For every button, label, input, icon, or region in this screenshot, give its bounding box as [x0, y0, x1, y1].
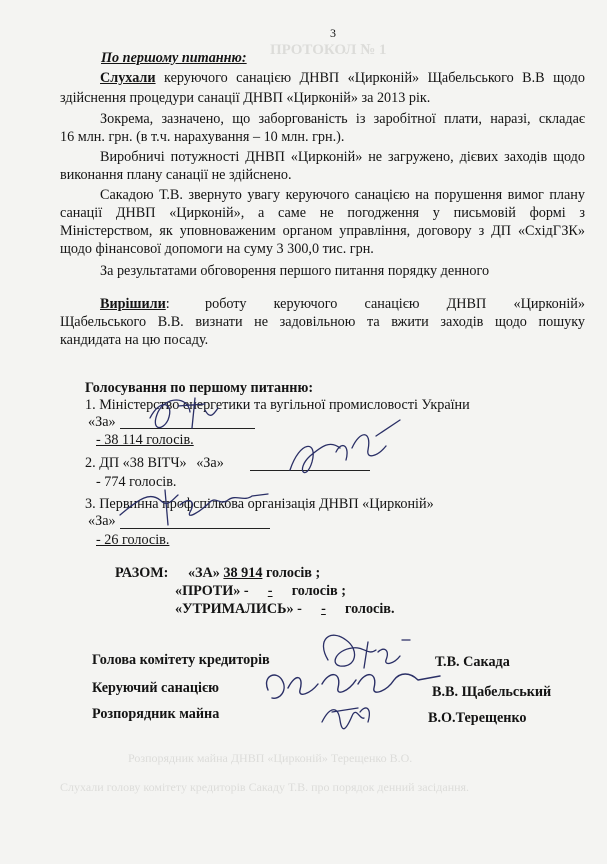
total-label: РАЗОМ:	[115, 565, 169, 581]
signature-property-manager	[322, 708, 369, 729]
against-value: -	[267, 583, 273, 599]
voting-title: Голосування по першому питанню:	[85, 380, 314, 396]
signature-ministry	[150, 398, 218, 428]
decided-line1: роботу керуючого санацією ДНВП «Цирконій»	[205, 296, 585, 312]
remark-line3: Міністерством, як уповноваженим органом управління, договору з ДП «СхідГЗК»	[60, 223, 585, 239]
remark-line1: Сакадою Т.В. звернуто увагу керуючого санацією на порушення вимог плану	[100, 187, 585, 203]
bleed-through-line-a: Розпорядник майна ДНВП «Цирконій» Терещенко В.О.	[128, 751, 413, 765]
item-heading: По першому питанню:	[101, 50, 247, 66]
signature-vitch	[290, 420, 400, 473]
decided-line2: Щабельського В.В. визнати не задовільною та вжити заходів щодо пошуку	[60, 314, 585, 330]
bleed-through-line-b: Слухали голову комітету кредиторів Сакаду Т.В. про порядок денний засідання.	[60, 780, 470, 794]
for-label: «ЗА»	[187, 565, 220, 581]
decided-line3: кандидата на цю посаду.	[60, 332, 209, 348]
vote1-votes: - 38 114 голосів.	[96, 432, 194, 448]
remark-line2: санації ДНВП «Цирконій», а саме не погодження у письмовій формі з	[60, 205, 585, 221]
heard-text: керуючого санацією ДНВП «Цирконій» Щабельського В.В щодо	[164, 70, 585, 86]
debt-line2: 16 млн. грн. (в т.ч. нарахування – 10 млн. грн.).	[60, 129, 345, 145]
against-suffix: голосів ;	[291, 583, 346, 599]
signature-chair	[323, 635, 410, 668]
remark-line4: щодо фінансової допомоги на суму 3 300,0 тис. грн.	[60, 241, 374, 257]
signature-role-manager: Керуючий санацією	[92, 680, 219, 696]
signature-name-manager: В.В. Щабельський	[432, 684, 552, 700]
vote2-for: «За»	[196, 455, 224, 471]
debt-line1: Зокрема, зазначено, що заборгованість із заробітної плати, наразі, складає	[100, 111, 585, 127]
vote1-party: 1. Міністерство енергетики та вугільної промисловості України	[85, 397, 470, 413]
signature-union	[120, 490, 268, 525]
heard-label: Слухали	[100, 70, 156, 86]
vote3-party: 3. Первинна профспілкова організація ДНВП «Цирконій»	[85, 496, 434, 512]
vote2-votes: - 774 голосів.	[96, 474, 177, 490]
for-suffix: голосів ;	[265, 565, 321, 581]
signature-name-property: В.О.Терещенко	[428, 710, 527, 726]
signature-name-chair: Т.В. Сакада	[435, 654, 510, 670]
capacity-line1: Виробничі потужності ДНВП «Цирконій» не загружено, дієвих заходів щодо	[100, 149, 585, 165]
decided-label: Вирішили	[100, 296, 166, 312]
signature-role-chair: Голова комітету кредиторів	[92, 652, 270, 668]
vote3-votes: - 26 голосів.	[96, 532, 170, 548]
abstain-suffix: голосів.	[345, 601, 395, 617]
abstain-label: «УТРИМАЛИСЬ» -	[175, 601, 302, 617]
for-value: 38 914	[223, 565, 263, 581]
page-number: 3	[330, 26, 336, 40]
vote2-party: 2. ДП «38 ВІТЧ»	[85, 455, 187, 471]
vote3-for: «За»	[88, 513, 116, 529]
capacity-line2: виконання плану санації не здійснено.	[60, 167, 292, 183]
decided-colon: :	[165, 296, 170, 312]
bleed-through-title: ПРОТОКОЛ № 1	[270, 42, 387, 58]
vote1-for: «За»	[88, 414, 116, 430]
against-label: «ПРОТИ» -	[175, 583, 249, 599]
signature-role-property: Розпорядник майна	[92, 706, 220, 722]
results-line: За результатами обговорення першого питання порядку денного	[100, 263, 490, 279]
abstain-value: -	[321, 601, 326, 617]
heard-paragraph-line2: здійснення процедури санації ДНВП «Цирконій» за 2013 рік.	[60, 90, 431, 106]
signature-manager	[267, 674, 440, 698]
